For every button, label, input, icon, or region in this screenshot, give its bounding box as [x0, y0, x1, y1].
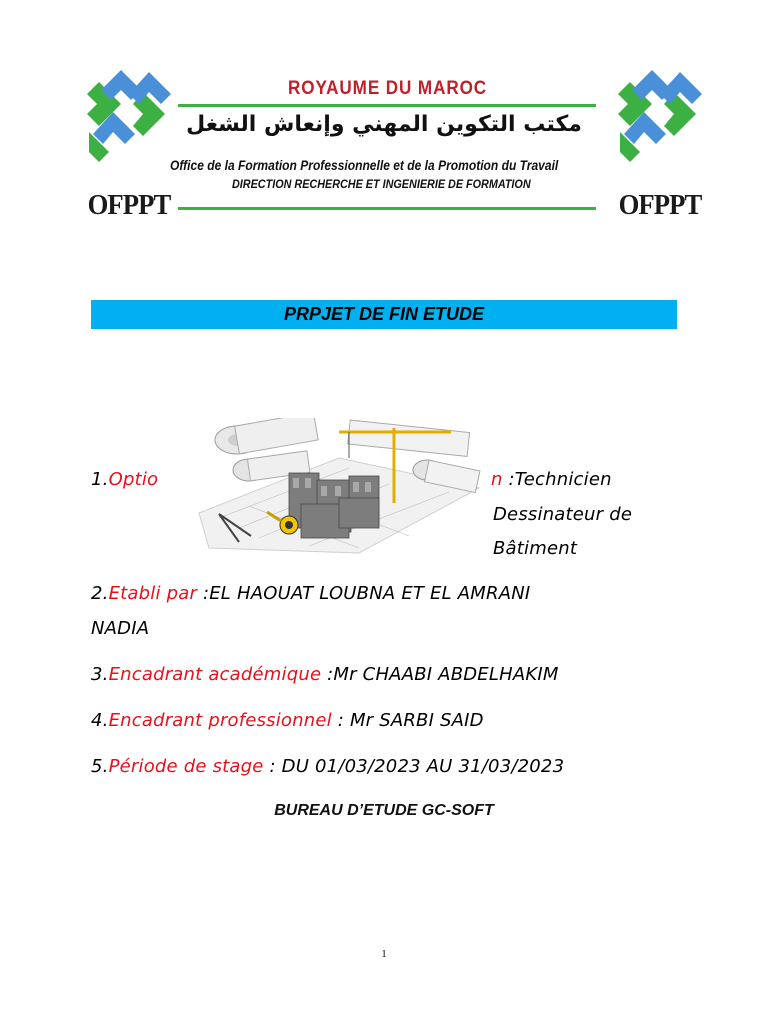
- arabic-office-name: مكتب التكوين المهني وإنعاش الشغل: [186, 112, 582, 137]
- item-professionnel-value: : Mr SARBI SAID: [331, 710, 484, 731]
- document-title-bar: [91, 300, 677, 329]
- item-etabli-line1: [91, 583, 530, 604]
- item-etabli-value-2: NADIA: [91, 618, 150, 639]
- item-encadrant-academique: [91, 664, 559, 685]
- item-periode-stage: [91, 756, 564, 777]
- header-bottom-rule: [178, 207, 596, 210]
- ofppt-logo-text-left: OFPPT: [87, 189, 171, 221]
- item-option-line1: [91, 469, 158, 490]
- item-etabli-num: 2.: [91, 583, 109, 604]
- construction-plans-illustration: [189, 418, 481, 556]
- item-academique-num: 3.: [91, 664, 109, 685]
- item-option-value-line1: [491, 469, 612, 490]
- item-academique-value: :Mr CHAABI ABDELHAKIM: [321, 664, 559, 685]
- company-name: BUREAU D’ETUDE GC-SOFT: [274, 802, 494, 819]
- item-option-label-b: n: [491, 469, 503, 490]
- item-option-value-3: Bâtiment: [493, 538, 578, 559]
- ofppt-emblem-right: [610, 62, 710, 182]
- item-professionnel-label: Encadrant professionnel: [108, 710, 332, 731]
- item-professionnel-num: 4.: [91, 710, 109, 731]
- header-top-rule: [178, 104, 596, 107]
- ofppt-logo-text-right: OFPPT: [618, 189, 702, 221]
- item-periode-value: : DU 01/03/2023 AU 31/03/2023: [263, 756, 565, 777]
- item-option-num: 1.: [91, 469, 109, 490]
- ofppt-logo-left: [79, 62, 179, 222]
- ofppt-logo-right: [610, 62, 710, 222]
- item-option-value-1: :Technicien: [502, 469, 612, 490]
- document-title: PRPJET DE FIN ETUDE: [283, 304, 485, 324]
- page-number: 1: [381, 948, 387, 960]
- item-option-label-a: Optio: [108, 469, 159, 490]
- item-academique-label: Encadrant académique: [108, 664, 322, 685]
- item-option-value-2: Dessinateur de: [493, 504, 633, 525]
- item-periode-label: Période de stage: [108, 756, 264, 777]
- ofppt-emblem-left: [79, 62, 179, 182]
- item-periode-num: 5.: [91, 756, 109, 777]
- kingdom-heading: ROYAUME DU MAROC: [288, 78, 488, 99]
- item-etabli-value: :EL HAOUAT LOUBNA ET EL AMRANI: [197, 583, 531, 604]
- item-etabli-label: Etabli par: [108, 583, 198, 604]
- office-name: Office de la Formation Professionnelle et de la Promotion du Travail: [170, 157, 559, 173]
- item-encadrant-professionnel: [91, 710, 484, 731]
- direction-name: DIRECTION RECHERCHE ET INGENIERIE DE FORMATION: [232, 177, 531, 191]
